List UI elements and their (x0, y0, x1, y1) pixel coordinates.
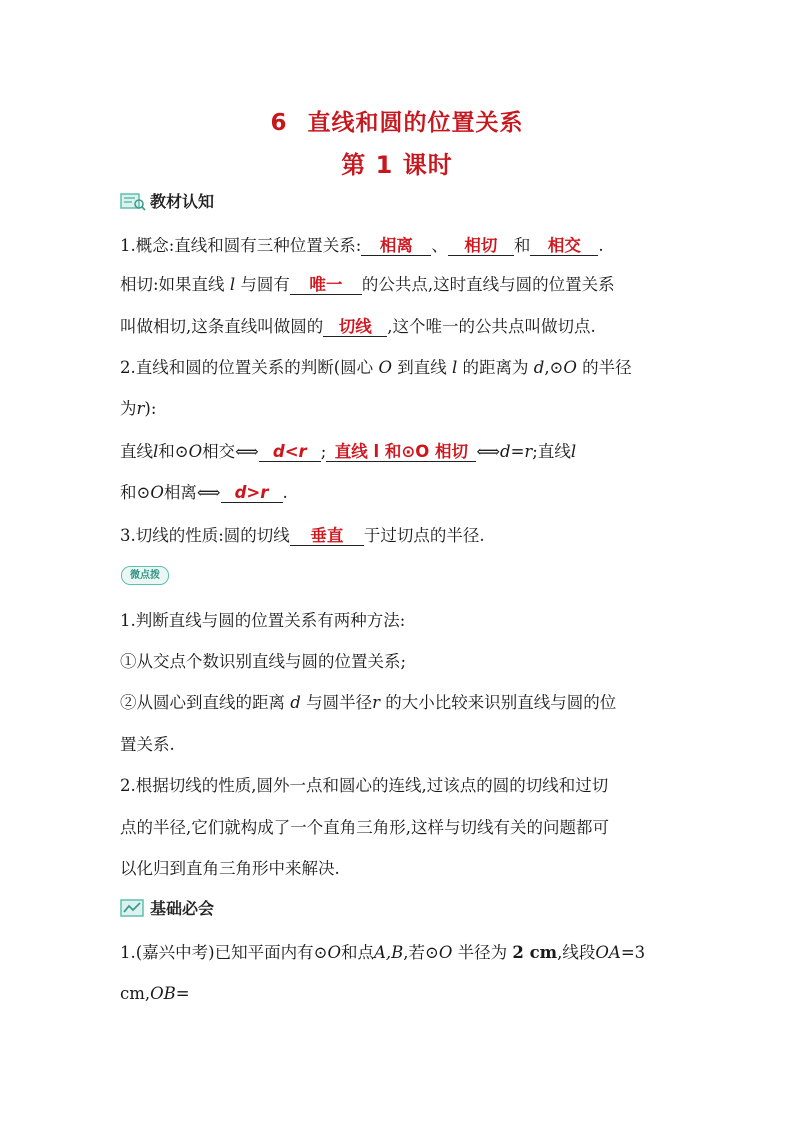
question-line: 1.(嘉兴中考)已知平面内有⊙O和点A,B,若⊙O 半径为 2 cm,线段OA=3 (120, 943, 646, 962)
text-line: 相切:如果直线 l 与圆有 唯一 的公共点,这时直线与圆的位置关系 (120, 275, 615, 294)
answer-blank: 直线 l 和⊙O 相切 (326, 442, 476, 462)
answer-blank: d<r (259, 442, 321, 462)
text-line: 置关系. (120, 735, 175, 754)
chart-icon (120, 898, 146, 918)
text-line: 1.判断直线与圆的位置关系有两种方法: (120, 611, 406, 630)
text-line: 以化归到直角三角形中来解决. (120, 859, 340, 878)
page-title: 6 直线和圆的位置关系 (270, 110, 524, 136)
book-icon (120, 191, 146, 211)
question-line: cm,OB= (120, 984, 190, 1003)
text-line: ①从交点个数识别直线与圆的位置关系; (120, 652, 407, 671)
text-line: 3.切线的性质:圆的切线 垂直 于过切点的半径. (120, 526, 485, 545)
text-line: 点的半径,它们就构成了一个直角三角形,这样与切线有关的问题都可 (120, 818, 609, 837)
answer-blank: 相离 (361, 236, 431, 256)
answer-blank: 垂直 (290, 526, 364, 546)
answer-blank: 切线 (323, 317, 387, 337)
text-line: ②从圆心到直线的距离 d 与圆半径r 的大小比较来识别直线与圆的位 (120, 693, 617, 712)
answer-blank: 唯一 (290, 275, 362, 295)
text-line: 直线l和⊙O相交⟺ d<r ; 直线 l 和⊙O 相切 ⟺d=r;直线l (120, 442, 577, 461)
text-line: 2.根据切线的性质,圆外一点和圆心的连线,过该点的圆的切线和过切 (120, 776, 609, 795)
tip-badge: 微点拨 (121, 566, 169, 585)
text-line: 为r): (120, 399, 157, 418)
answer-blank: 相交 (530, 236, 598, 256)
text-line: 和⊙O相离⟺ d>r . (120, 483, 288, 502)
text-line: 2.直线和圆的位置关系的判断(圆心 O 到直线 l 的距离为 d,⊙O 的半径 (120, 358, 632, 377)
section-basics-header: 基础必会 (120, 896, 214, 919)
lesson-subtitle: 第 1 课时 (341, 151, 453, 179)
answer-blank: 相切 (448, 236, 514, 256)
answer-blank: d>r (221, 483, 283, 503)
text-line: 叫做相切,这条直线叫做圆的 切线 ,这个唯一的公共点叫做切点. (120, 317, 596, 336)
text-line: 1.概念:直线和圆有三种位置关系: 相离 、 相切 和 相交 . (120, 236, 604, 255)
section-textbook-header: 教材认知 (120, 189, 214, 212)
